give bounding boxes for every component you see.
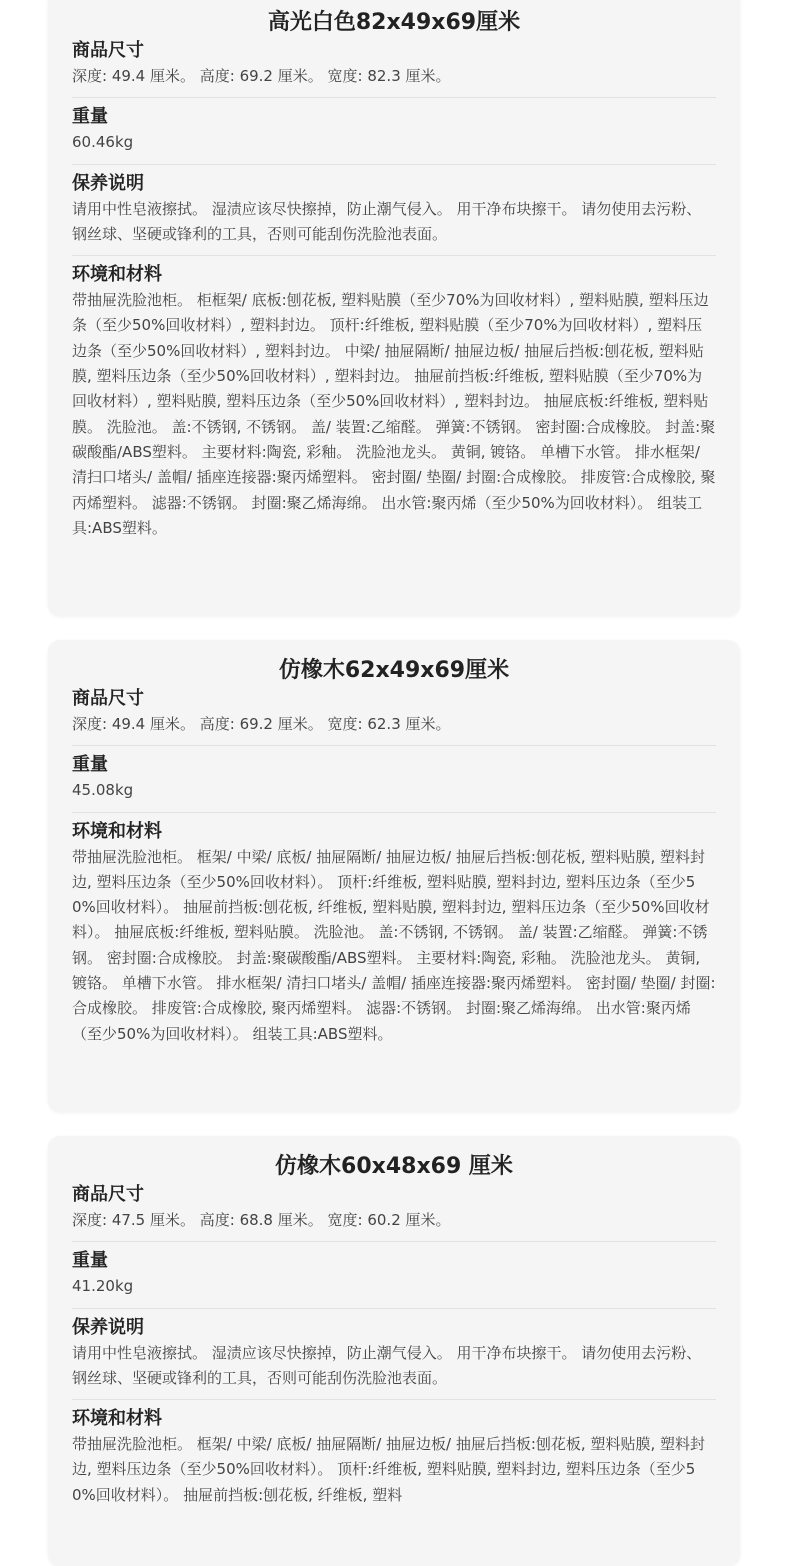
size-heading: 商品尺寸 [72, 1184, 144, 1205]
product-card-oak-60 [48, 1136, 740, 1566]
weight-text: 41.20kg [72, 1277, 134, 1296]
materials-section [72, 1400, 716, 1516]
size-heading: 商品尺寸 [72, 40, 144, 61]
weight-text: 60.46kg [72, 133, 134, 152]
weight-section [72, 98, 716, 164]
materials-text: 带抽屉洗脸池柜。 柜框架/ 底板:刨花板, 塑料贴膜（至少70%为回收材料）, 塑料贴膜, 塑料压边条（至少50%回收材料）, 塑料封边。 顶杆:纤维板, 塑料贴膜（至少70%为回收材料）, 塑料压边条（至少50%回收材料）, 塑料封边。 中梁/ 抽屉隔断/ 抽屉边板/ 抽屉后挡板:刨花板, 塑料贴膜, 塑料压边条（至少50%回收材料）, 塑料封边。 抽屉前挡板:纤维板, 塑料贴膜（至少70%为回收材料）, 塑料贴膜, 塑料压边条（至少50%回收材料）, 塑料封边。 抽屉底板:纤维板, 塑料贴膜。 洗脸池。 盖:不锈钢, 不锈钢。 盖/ 装置:乙缩醛。 弹簧:不锈钢。 密封圈:合成橡胶。 封盖:聚碳酸酯/ABS塑料。 主要材料:陶瓷, 彩釉。 洗脸池龙头。 黄铜, 镀铬。 单槽下水管。 排水框架/ 清扫口堵头/ 盖帽/ 插座连接器:聚丙烯塑料。 密封圈/ 垫圈/ 封圈:合成橡胶。 排废管:合成橡胶, 聚丙烯塑料。 滤器:不锈钢。 封圈:聚乙烯海绵。 出水管:聚丙烯（至少50%为回收材料）。 组装工具:ABS塑料。 [72, 291, 716, 537]
weight-heading: 重量 [72, 1250, 108, 1272]
weight-heading: 重量 [72, 106, 108, 128]
materials-section [72, 813, 716, 1055]
materials-heading: 环境和材料 [72, 264, 162, 286]
weight-section [72, 746, 716, 812]
product-title: 高光白色82x49x69厘米 [267, 10, 521, 35]
size-section [72, 1182, 716, 1242]
care-text: 请用中性皂液擦拭。 湿渍应该尽快擦掉，防止潮气侵入。 用干净布块擦干。 请勿使用去污粉、钢丝球、坚硬或锋利的工具，否则可能刮伤洗脸池表面。 [72, 199, 702, 243]
product-card-white-82 [48, 0, 740, 616]
size-heading: 商品尺寸 [72, 688, 144, 709]
materials-text: 带抽屉洗脸池柜。 框架/ 中梁/ 底板/ 抽屉隔断/ 抽屉边板/ 抽屉后挡板:刨花板, 塑料贴膜, 塑料封边, 塑料压边条（至少50%回收材料）。 顶杆:纤维板, 塑料贴膜, 塑料封边, 塑料压边条（至少50%回收材料）。 抽屉前挡板:刨花板, 纤维板, 塑料 [72, 1435, 706, 1504]
size-text: 深度: 49.4 厘米。 高度: 69.2 厘米。 宽度: 82.3 厘米。 [72, 67, 451, 85]
materials-heading: 环境和材料 [72, 820, 162, 842]
care-section [72, 165, 716, 257]
size-section [72, 38, 716, 98]
product-card-oak-62 [48, 640, 740, 1112]
care-text: 请用中性皂液擦拭。 湿渍应该尽快擦掉，防止潮气侵入。 用干净布块擦干。 请勿使用去污粉、钢丝球、坚硬或锋利的工具，否则可能刮伤洗脸池表面。 [72, 1343, 702, 1387]
size-text: 深度: 47.5 厘米。 高度: 68.8 厘米。 宽度: 60.2 厘米。 [72, 1211, 451, 1229]
product-title: 仿橡木62x49x69厘米 [278, 658, 510, 683]
weight-heading: 重量 [72, 754, 108, 776]
size-section [72, 686, 716, 746]
materials-section [72, 256, 716, 549]
size-text: 深度: 49.4 厘米。 高度: 69.2 厘米。 宽度: 62.3 厘米。 [72, 715, 451, 733]
weight-section [72, 1242, 716, 1308]
care-heading: 保养说明 [72, 1316, 144, 1338]
materials-heading: 环境和材料 [72, 1408, 162, 1430]
materials-text: 带抽屉洗脸池柜。 框架/ 中梁/ 底板/ 抽屉隔断/ 抽屉边板/ 抽屉后挡板:刨花板, 塑料贴膜, 塑料封边, 塑料压边条（至少50%回收材料）。 顶杆:纤维板, 塑料贴膜, 塑料封边, 塑料压边条（至少50%回收材料）。 抽屉前挡板:刨花板, 纤维板, 塑料贴膜, 塑料封边, 塑料压边条（至少50%回收材料）。 抽屉底板:纤维板, 塑料贴膜。 洗脸池。 盖:不锈钢, 不锈钢。 盖/ 装置:乙缩醛。 弹簧:不锈钢。 密封圈:合成橡胶。 封盖:聚碳酸酯/ABS塑料。 主要材料:陶瓷, 彩釉。 洗脸池龙头。 黄铜, 镀铬。 单槽下水管。 排水框架/ 清扫口堵头/ 盖帽/ 插座连接器:聚丙烯塑料。 密封圈/ 垫圈/ 封圈:合成橡胶。 排废管:合成橡胶, 聚丙烯塑料。 滤器:不锈钢。 封圈:聚乙烯海绵。 出水管:聚丙烯（至少50%为回收材料）。 组装工具:ABS塑料。 [72, 847, 716, 1043]
product-title: 仿橡木60x48x69 厘米 [275, 1154, 513, 1179]
care-section [72, 1309, 716, 1401]
care-heading: 保养说明 [72, 172, 144, 194]
weight-text: 45.08kg [72, 781, 134, 800]
